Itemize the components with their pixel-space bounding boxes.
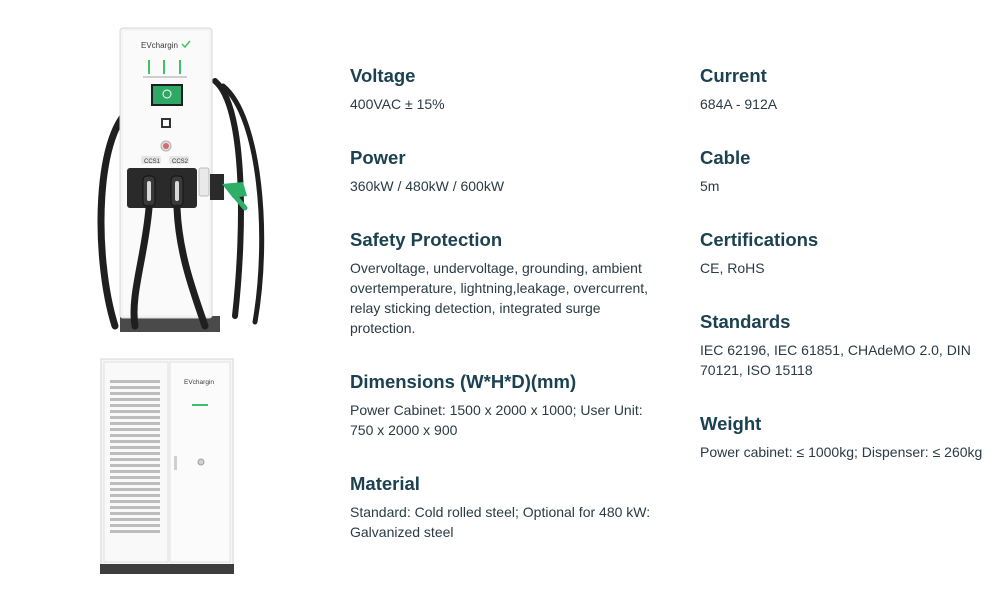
spec-title: Safety Protection (350, 229, 503, 250)
specs-right-column (700, 64, 998, 494)
spec-value: Power Cabinet: 1500 x 2000 x 1000; User Unit: 750 x 2000 x 900 (350, 402, 643, 438)
spec-power (350, 146, 660, 196)
spec-title: Standards (700, 311, 791, 332)
charger-dispenser-image (95, 26, 275, 336)
spec-value: 684A - 912A (700, 96, 778, 112)
spec-title: Power (350, 147, 406, 168)
spec-value: Overvoltage, undervoltage, grounding, ambient overtemperature, lightning,leakage, overcurrent, relay sticking detection, integrated surge protection. (350, 260, 649, 336)
charger-illustration (95, 26, 275, 336)
spec-title: Voltage (350, 65, 416, 86)
spec-value: 400VAC ± 15% (350, 96, 445, 112)
spec-value: Power cabinet: ≤ 1000kg; Dispenser: ≤ 260kg (700, 444, 983, 460)
spec-standards (700, 310, 998, 380)
spec-certifications (700, 228, 998, 278)
spec-dimensions (350, 370, 660, 440)
spec-voltage (350, 64, 660, 114)
spec-safety-protection (350, 228, 660, 338)
spec-title: Weight (700, 413, 762, 434)
spec-value: 360kW / 480kW / 600kW (350, 178, 505, 194)
cabinet-illustration (100, 358, 234, 576)
spec-weight (700, 412, 998, 462)
specs-left-column (350, 64, 660, 574)
cabinet-brand-text: EVchargin (184, 379, 214, 386)
spec-value: Standard: Cold rolled steel; Optional for 480 kW: Galvanized steel (350, 504, 651, 540)
spec-material (350, 472, 660, 542)
connector-label-ccs1: CCS1 (144, 159, 161, 165)
connector-label-ccs2: CCS2 (172, 159, 189, 165)
spec-value: IEC 62196, IEC 61851, CHAdeMO 2.0, DIN 70121, ISO 15118 (700, 342, 971, 378)
spec-value: CE, RoHS (700, 260, 765, 276)
spec-current (700, 64, 998, 114)
spec-title: Current (700, 65, 767, 86)
spec-title: Dimensions (W*H*D)(mm) (350, 371, 577, 392)
power-cabinet-image (100, 358, 234, 576)
spec-title: Material (350, 473, 420, 494)
spec-title: Cable (700, 147, 751, 168)
spec-cable (700, 146, 998, 196)
charger-brand-text: EVchargin (141, 41, 178, 50)
spec-value: 5m (700, 178, 720, 194)
spec-title: Certifications (700, 229, 819, 250)
